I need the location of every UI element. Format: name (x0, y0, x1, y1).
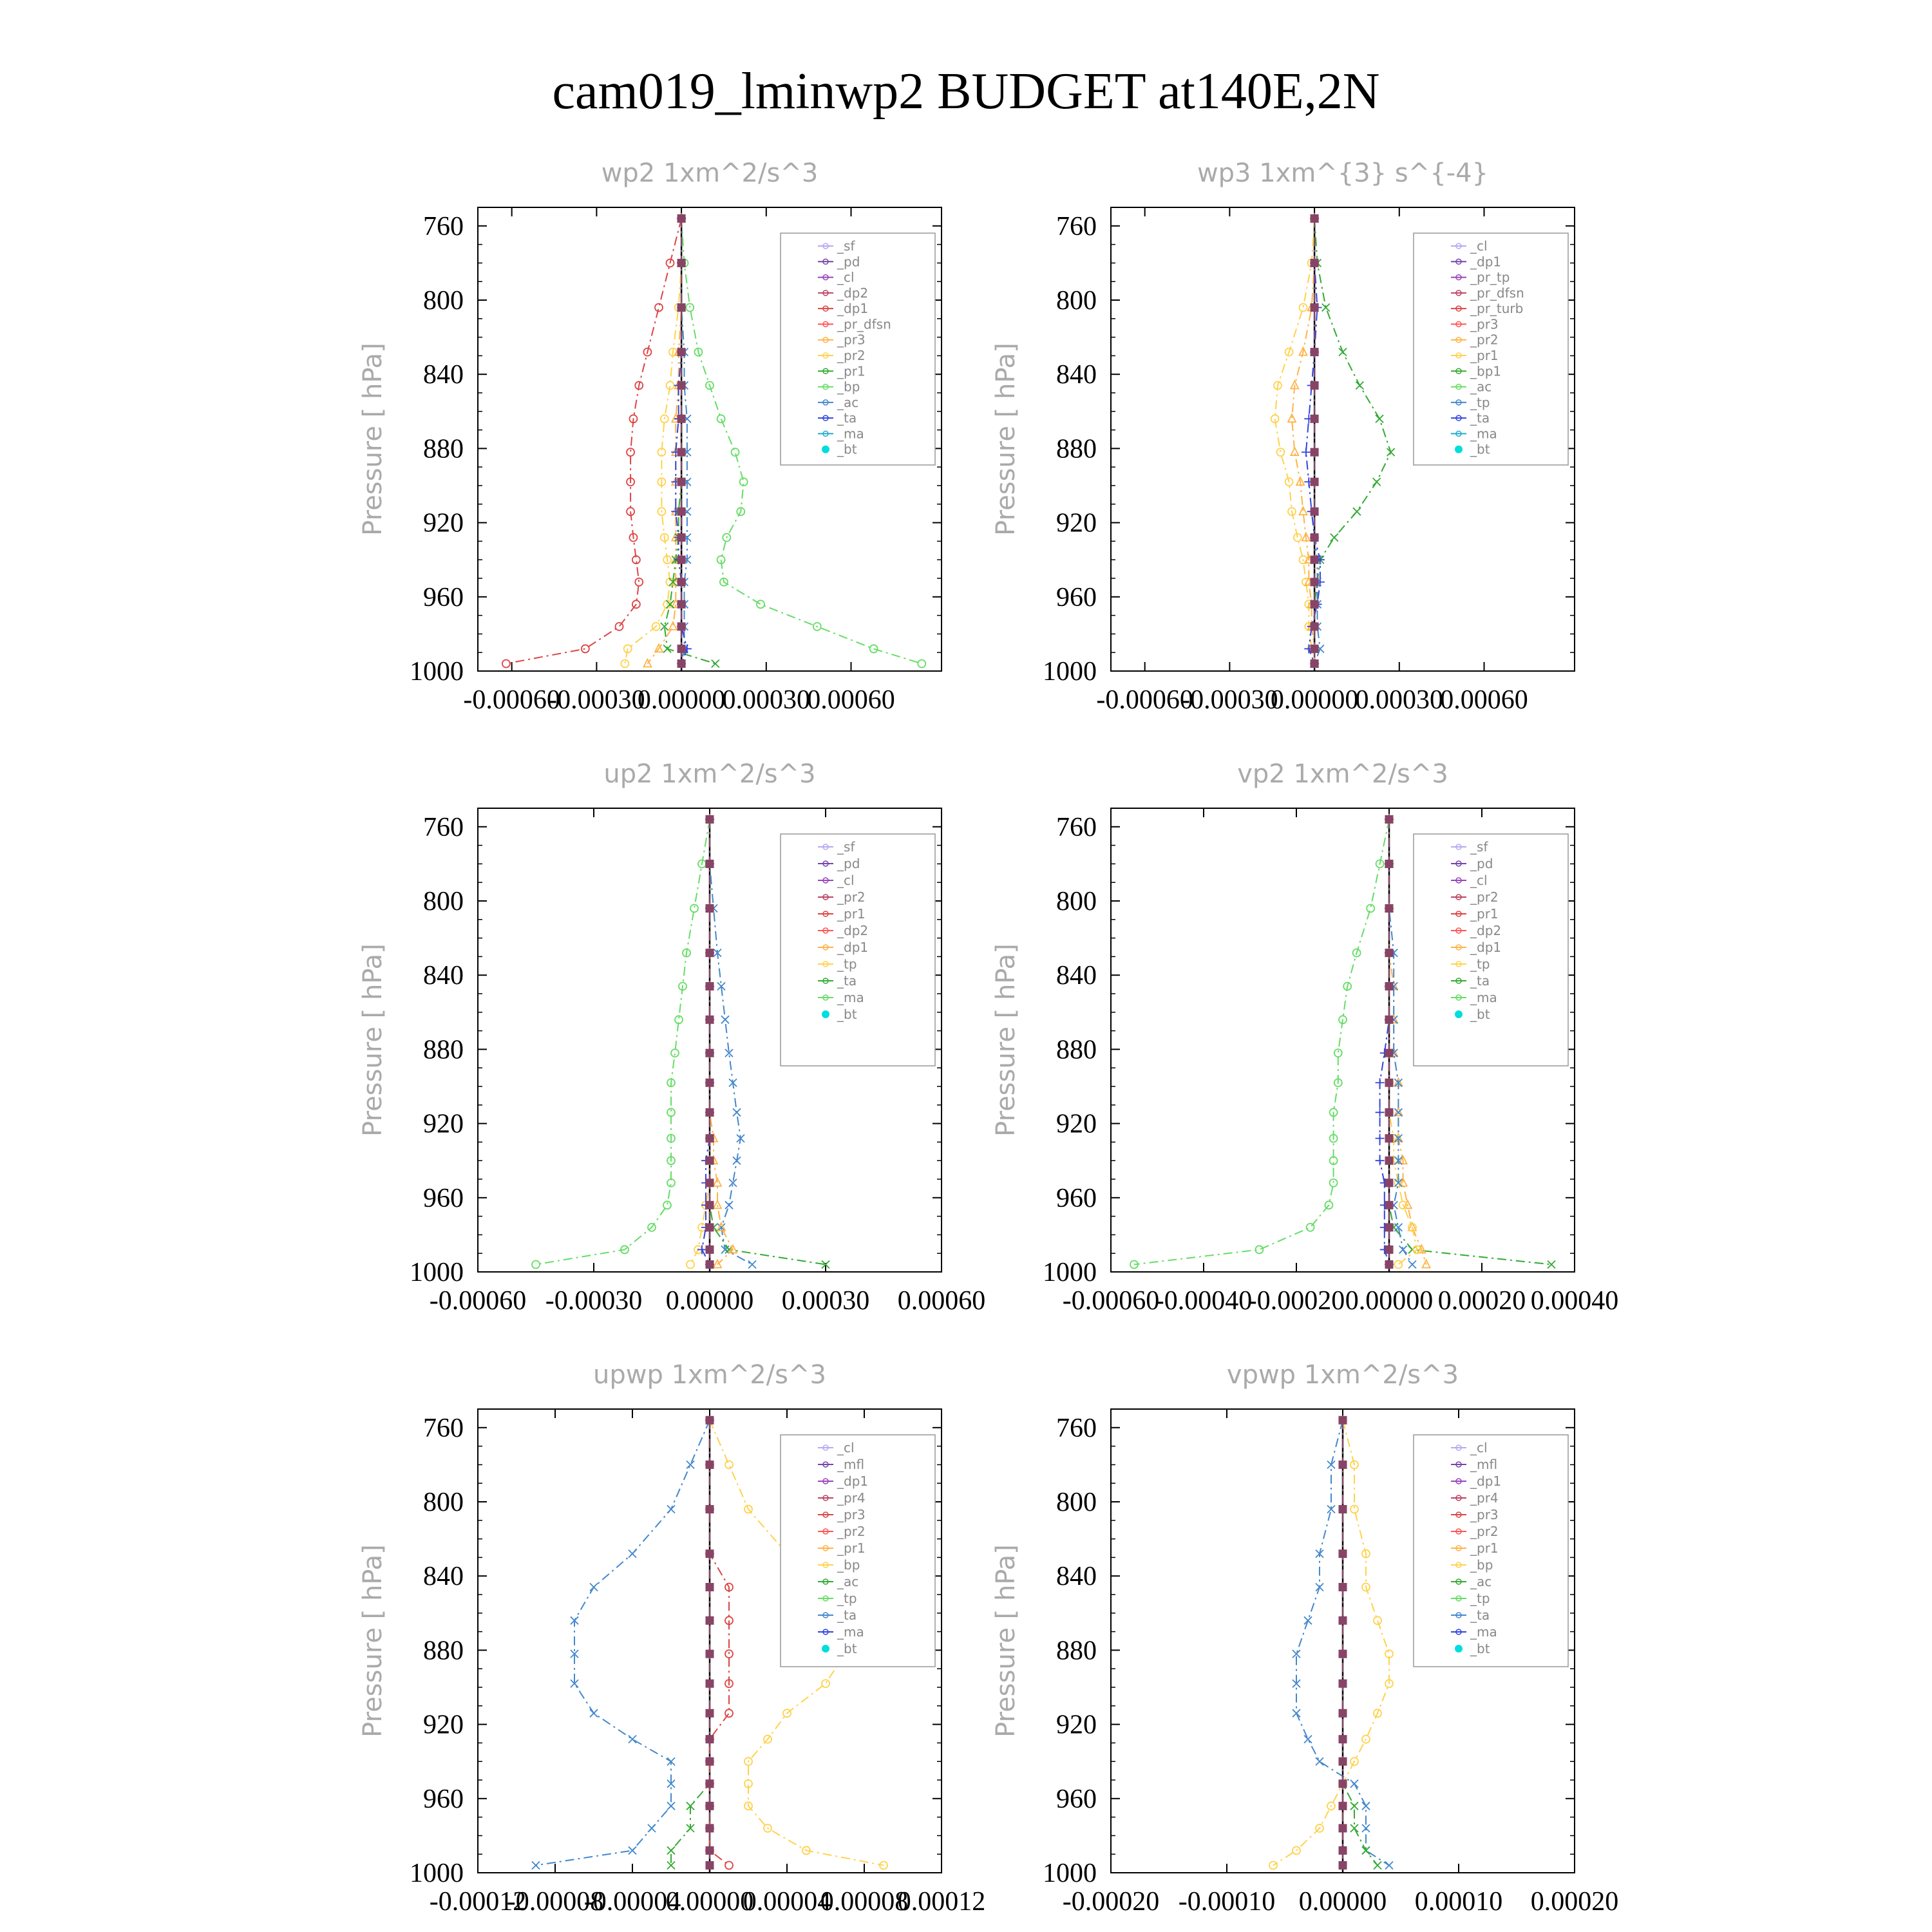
data-point (1311, 659, 1318, 667)
data-point (706, 1135, 714, 1142)
legend-label: _pr1 (1470, 1540, 1499, 1556)
y-tick-label: 800 (1056, 1488, 1097, 1517)
data-point (1311, 645, 1318, 652)
data-point (677, 348, 685, 356)
y-tick-label: 1000 (1043, 657, 1097, 687)
legend-label: _pr1 (837, 906, 866, 922)
legend (781, 834, 935, 1066)
data-point (677, 578, 685, 586)
data-point (677, 304, 685, 312)
legend-label: _ac (1470, 1574, 1492, 1589)
legend-label: _tp (837, 1591, 857, 1606)
legend-label: _sf (1470, 839, 1488, 855)
legend-label: _bt (1470, 441, 1490, 457)
data-point (1311, 623, 1318, 630)
data-point (706, 1650, 714, 1658)
y-tick-label: 840 (1056, 1562, 1097, 1592)
data-point (706, 1260, 714, 1268)
data-point (1385, 905, 1393, 913)
data-point (1385, 1245, 1393, 1253)
data-point (677, 623, 685, 630)
data-point (1311, 507, 1318, 515)
data-point (706, 1416, 714, 1424)
y-axis-label: Pressure [ hPa] (991, 1544, 1021, 1738)
data-point (706, 1224, 714, 1231)
data-point (706, 1824, 714, 1832)
legend-label: _pr_tp (1470, 269, 1510, 285)
x-tick-label: 0.00030 (1355, 685, 1444, 715)
y-tick-label: 920 (1056, 1109, 1097, 1139)
y-tick-label: 920 (423, 1109, 464, 1139)
data-point (1311, 556, 1318, 564)
legend (1414, 1435, 1568, 1667)
x-tick-label: 0.00000 (1270, 685, 1359, 715)
y-axis-label: Pressure [ hPa] (991, 943, 1021, 1137)
legend-label: _pr2 (837, 889, 866, 905)
legend-swatch (822, 446, 829, 453)
data-point (706, 1583, 714, 1591)
legend-label: _ma (1470, 1624, 1497, 1640)
x-tick-label: 0.00060 (897, 1286, 986, 1316)
data-point (706, 1016, 714, 1023)
data-point (706, 1757, 714, 1765)
data-point (1339, 1506, 1347, 1513)
x-tick-label: -0.00060 (1062, 1286, 1160, 1316)
data-point (706, 905, 714, 913)
legend-label: _cl (1470, 238, 1488, 254)
data-point (706, 1680, 714, 1687)
legend-label: _ta (837, 973, 857, 989)
legend-label: _dp1 (837, 301, 869, 317)
legend-label: _dp2 (1470, 923, 1502, 938)
legend-label: _sf (837, 839, 855, 855)
legend-label: _ma (1470, 990, 1497, 1005)
data-point (706, 1108, 714, 1116)
legend-swatch (1455, 1010, 1463, 1018)
legend-label: _pr_turb (1470, 301, 1524, 317)
legend-label: _bt (1470, 1641, 1490, 1656)
legend-label: _pr_dfsn (837, 316, 891, 332)
y-tick-label: 760 (423, 1413, 464, 1443)
x-tick-label: -0.00010 (1178, 1887, 1276, 1917)
data-point (677, 478, 685, 486)
legend (781, 233, 935, 465)
legend-swatch (822, 1645, 829, 1653)
data-point (1311, 478, 1318, 486)
data-point (706, 1616, 714, 1624)
data-point (1385, 1108, 1393, 1116)
y-tick-label: 840 (1056, 360, 1097, 390)
legend-label: _dp2 (837, 923, 869, 938)
x-tick-label: 0.00040 (1530, 1286, 1619, 1316)
x-tick-label: 0.00020 (1437, 1286, 1526, 1316)
data-point (706, 1049, 714, 1057)
data-point (1339, 1616, 1347, 1624)
y-tick-label: 840 (1056, 961, 1097, 991)
y-tick-label: 920 (1056, 508, 1097, 538)
y-tick-label: 840 (423, 1562, 464, 1592)
legend-label: _pr2 (837, 1524, 866, 1539)
legend-label: _ta (837, 410, 857, 426)
data-point (1311, 415, 1318, 422)
data-point (1385, 1016, 1393, 1023)
x-tick-label: -0.00040 (1155, 1286, 1253, 1316)
legend-label: _bt (837, 1641, 857, 1656)
data-point (1311, 534, 1318, 542)
legend-label: _tp (837, 956, 857, 972)
x-tick-label: -0.00030 (545, 1286, 643, 1316)
data-point (1385, 949, 1393, 957)
data-point (1339, 1583, 1347, 1591)
y-axis-label: Pressure [ hPa] (358, 343, 388, 536)
legend-label: _bt (837, 441, 857, 457)
legend-label: _ta (1470, 410, 1490, 426)
legend-label: _bt (837, 1007, 857, 1022)
x-tick-label: -0.00004 (583, 1887, 681, 1917)
legend-label: _pd (1470, 856, 1493, 871)
panel-title: wp2 1xm^2/s^3 (601, 158, 819, 188)
x-tick-label: 0.00030 (781, 1286, 870, 1316)
data-point (1385, 1049, 1393, 1057)
legend-label: _mfl (1470, 1457, 1498, 1472)
legend-label: _dp1 (1470, 940, 1502, 955)
legend-label: _pr4 (837, 1490, 866, 1506)
y-tick-label: 800 (423, 1488, 464, 1517)
y-tick-label: 760 (423, 211, 464, 242)
x-tick-label: -0.00008 (506, 1887, 604, 1917)
legend-label: _pr3 (837, 332, 866, 348)
data-point (1339, 1709, 1347, 1717)
x-tick-label: 0.00008 (820, 1887, 909, 1917)
x-tick-label: 0.00000 (665, 1887, 754, 1917)
data-point (677, 214, 685, 222)
legend-label: _cl (1470, 873, 1488, 888)
legend-label: _dp1 (837, 940, 869, 955)
legend-label: _pr2 (1470, 889, 1499, 905)
x-tick-label: 0.00000 (637, 685, 726, 715)
legend-label: _pd (837, 254, 860, 270)
data-point (706, 1245, 714, 1253)
legend-label: _dp1 (837, 1473, 869, 1489)
legend-swatch (1455, 446, 1463, 453)
y-tick-label: 880 (423, 434, 464, 464)
x-tick-label: -0.00012 (429, 1887, 527, 1917)
legend-label: _tp (1470, 1591, 1490, 1606)
y-tick-label: 1000 (1043, 1258, 1097, 1287)
x-tick-label: -0.00030 (1181, 685, 1278, 715)
legend-label: _bp1 (1470, 363, 1502, 379)
data-point (706, 1079, 714, 1086)
data-point (1339, 1757, 1347, 1765)
y-tick-label: 880 (1056, 434, 1097, 464)
legend-label: _tp (1470, 956, 1490, 972)
legend-label: _pr1 (837, 363, 866, 379)
data-point (1385, 860, 1393, 867)
data-point (706, 1709, 714, 1717)
legend-label: _pr1 (1470, 348, 1499, 363)
data-point (706, 1201, 714, 1209)
y-tick-label: 880 (423, 1636, 464, 1666)
data-point (677, 556, 685, 564)
panel-title: up2 1xm^2/s^3 (603, 759, 816, 789)
x-tick-label: -0.00020 (1247, 1286, 1345, 1316)
data-point (706, 1550, 714, 1558)
data-point (1385, 1079, 1393, 1086)
data-point (1339, 1861, 1347, 1869)
data-point (1339, 1824, 1347, 1832)
y-tick-label: 1000 (410, 1258, 464, 1287)
legend-label: _dp2 (837, 285, 869, 301)
y-tick-label: 880 (1056, 1636, 1097, 1666)
data-point (677, 600, 685, 608)
y-tick-label: 880 (1056, 1035, 1097, 1065)
data-point (1311, 214, 1318, 222)
legend-label: _pr2 (837, 348, 866, 363)
data-point (677, 645, 685, 652)
x-tick-label: 0.00060 (807, 685, 895, 715)
data-point (706, 860, 714, 867)
y-tick-label: 800 (423, 887, 464, 916)
legend-label: _pr3 (837, 1507, 866, 1522)
y-tick-label: 960 (1056, 582, 1097, 612)
x-tick-label: -0.00030 (548, 685, 645, 715)
data-point (1339, 1802, 1347, 1810)
legend-label: _ma (837, 426, 864, 442)
legend-label: _pr3 (1470, 1507, 1499, 1522)
y-axis-label: Pressure [ hPa] (358, 943, 388, 1137)
y-tick-label: 760 (1056, 1413, 1097, 1443)
y-tick-label: 800 (423, 286, 464, 316)
data-point (1339, 1780, 1347, 1788)
legend-label: _ta (1470, 973, 1490, 989)
data-point (1339, 1736, 1347, 1743)
y-tick-label: 960 (1056, 1183, 1097, 1213)
legend-label: _bp (1470, 1557, 1493, 1573)
data-point (1311, 381, 1318, 389)
panel-title: upwp 1xm^2/s^3 (593, 1360, 826, 1390)
y-tick-label: 960 (423, 582, 464, 612)
x-tick-label: 0.00020 (1530, 1887, 1619, 1917)
y-tick-label: 1000 (1043, 1859, 1097, 1888)
x-tick-label: 0.00000 (665, 1286, 754, 1316)
data-point (1339, 1650, 1347, 1658)
data-point (706, 1506, 714, 1513)
legend-label: _ac (837, 394, 859, 410)
legend-swatch (822, 1010, 829, 1018)
data-point (1385, 1179, 1393, 1187)
y-tick-label: 920 (1056, 1710, 1097, 1740)
data-point (1385, 1260, 1393, 1268)
data-point (677, 259, 685, 267)
legend-label: _dp1 (1470, 1473, 1502, 1489)
panel-title: wp3 1xm^{3} s^{-4} (1197, 158, 1489, 188)
data-point (706, 949, 714, 957)
data-point (1311, 578, 1318, 586)
legend-label: _cl (837, 269, 855, 285)
legend-label: _ma (837, 990, 864, 1005)
y-tick-label: 800 (1056, 286, 1097, 316)
data-point (1339, 1680, 1347, 1687)
x-tick-label: 0.00010 (1414, 1887, 1503, 1917)
y-axis-label: Pressure [ hPa] (358, 1544, 388, 1738)
legend-label: _pr_dfsn (1470, 285, 1524, 301)
figure-title: cam019_lminwp2 BUDGET at140E,2N (552, 63, 1380, 120)
legend-label: _pr2 (1470, 1524, 1499, 1539)
data-point (706, 1179, 714, 1187)
data-point (677, 415, 685, 422)
legend-label: _bt (1470, 1007, 1490, 1022)
legend-label: _cl (837, 1440, 855, 1455)
legend-label: _sf (837, 238, 855, 254)
data-point (677, 381, 685, 389)
data-point (1339, 1550, 1347, 1558)
y-tick-label: 760 (1056, 812, 1097, 842)
legend (781, 1435, 935, 1667)
data-point (1339, 1461, 1347, 1468)
legend-label: _bp (837, 1557, 860, 1573)
data-point (706, 1802, 714, 1810)
legend-label: _dp1 (1470, 254, 1502, 270)
legend-label: _ta (837, 1607, 857, 1623)
y-axis-label: Pressure [ hPa] (991, 343, 1021, 536)
y-tick-label: 1000 (410, 1859, 464, 1888)
data-point (706, 815, 714, 823)
y-tick-label: 840 (423, 961, 464, 991)
data-point (706, 1461, 714, 1468)
legend-label: _cl (837, 873, 855, 888)
y-tick-label: 1000 (410, 657, 464, 687)
x-tick-label: -0.00060 (429, 1286, 527, 1316)
data-point (1339, 1416, 1347, 1424)
data-point (706, 1736, 714, 1743)
data-point (1385, 1157, 1393, 1164)
legend-label: _pr1 (837, 1540, 866, 1556)
x-tick-label: 0.00030 (722, 685, 811, 715)
y-tick-label: 920 (423, 1710, 464, 1740)
data-point (1311, 304, 1318, 312)
legend-swatch (1455, 1645, 1463, 1653)
legend-label: _pr4 (1470, 1490, 1499, 1506)
data-point (1311, 348, 1318, 356)
x-tick-label: 0.00004 (743, 1887, 831, 1917)
y-tick-label: 760 (1056, 211, 1097, 242)
legend-label: _pr2 (1470, 332, 1499, 348)
legend-label: _bp (837, 379, 860, 395)
x-tick-label: -0.00020 (1062, 1887, 1160, 1917)
legend-label: _cl (1470, 1440, 1488, 1455)
data-point (677, 507, 685, 515)
x-tick-label: 0.00000 (1298, 1887, 1387, 1917)
panel-title: vpwp 1xm^2/s^3 (1226, 1360, 1459, 1390)
y-tick-label: 800 (1056, 887, 1097, 916)
y-tick-label: 960 (423, 1183, 464, 1213)
legend-label: _ma (837, 1624, 864, 1640)
data-point (1385, 815, 1393, 823)
legend-label: _mfl (837, 1457, 865, 1472)
data-point (706, 1846, 714, 1854)
legend-label: _ac (837, 1574, 859, 1589)
y-tick-label: 960 (1056, 1784, 1097, 1814)
data-point (706, 1157, 714, 1164)
x-tick-label: 0.00000 (1345, 1286, 1434, 1316)
y-tick-label: 840 (423, 360, 464, 390)
legend-label: _ac (1470, 379, 1492, 395)
y-tick-label: 880 (423, 1035, 464, 1065)
legend-label: _ta (1470, 1607, 1490, 1623)
legend-label: _ma (1470, 426, 1497, 442)
x-tick-label: -0.00060 (463, 685, 560, 715)
data-point (677, 534, 685, 542)
panel-title: vp2 1xm^2/s^3 (1237, 759, 1448, 789)
legend-label: _pr3 (1470, 316, 1499, 332)
x-tick-label: 0.00012 (897, 1887, 986, 1917)
data-point (706, 1780, 714, 1788)
data-point (1311, 448, 1318, 456)
data-point (706, 1861, 714, 1869)
data-point (677, 448, 685, 456)
y-tick-label: 920 (423, 508, 464, 538)
legend (1414, 834, 1568, 1066)
x-tick-label: 0.00060 (1440, 685, 1528, 715)
legend (1414, 233, 1568, 465)
legend-label: _pd (837, 856, 860, 871)
data-point (1311, 600, 1318, 608)
data-point (1311, 259, 1318, 267)
data-point (1385, 1224, 1393, 1231)
y-tick-label: 760 (423, 812, 464, 842)
y-tick-label: 960 (423, 1784, 464, 1814)
legend-label: _tp (1470, 394, 1490, 410)
data-point (677, 659, 685, 667)
data-point (1339, 1846, 1347, 1854)
legend-label: _pr1 (1470, 906, 1499, 922)
data-point (1385, 1201, 1393, 1209)
x-tick-label: -0.00060 (1096, 685, 1193, 715)
data-point (706, 982, 714, 990)
data-point (1385, 982, 1393, 990)
data-point (1385, 1135, 1393, 1142)
